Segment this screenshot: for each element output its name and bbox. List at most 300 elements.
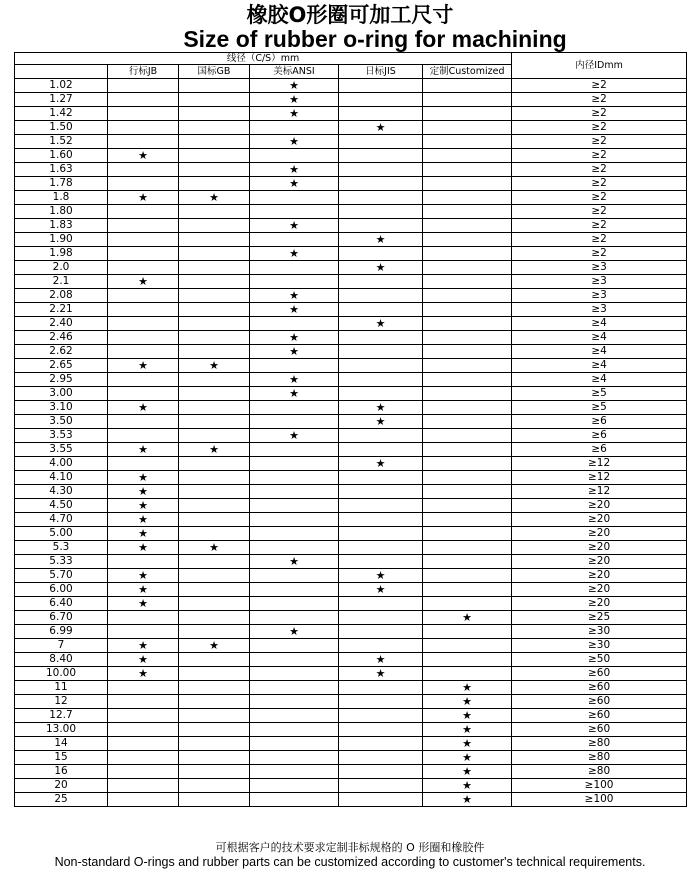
empty-cell-ansi [250,667,339,681]
table-row [15,723,687,737]
cs-size-cell: 4.00 [15,457,108,471]
empty-cell-customized [423,499,512,513]
empty-cell-jis [339,765,423,779]
cs-size-cell: 14 [15,737,108,751]
empty-cell-gb [179,597,250,611]
empty-cell-jis [339,611,423,625]
cs-size-cell: 6.00 [15,583,108,597]
empty-cell-customized [423,107,512,121]
empty-cell-jis [339,205,423,219]
empty-cell-jis [339,331,423,345]
empty-cell-jis [339,163,423,177]
table-row [15,541,687,555]
cs-size-cell: 3.50 [15,415,108,429]
inner-diameter-cell: ≥60 [512,695,687,709]
empty-cell-customized [423,79,512,93]
star-icon-gb: ★ [179,443,250,457]
empty-cell-customized [423,401,512,415]
cs-size-cell: 2.46 [15,331,108,345]
empty-cell-customized [423,345,512,359]
empty-cell-jis [339,751,423,765]
table-row [15,513,687,527]
empty-cell-ansi [250,737,339,751]
empty-cell-customized [423,219,512,233]
empty-cell-gb [179,345,250,359]
empty-cell-gb [179,261,250,275]
cs-size-cell: 4.10 [15,471,108,485]
empty-cell-jb [108,625,179,639]
table-row [15,191,687,205]
cs-size-cell: 10.00 [15,667,108,681]
inner-diameter-cell: ≥100 [512,779,687,793]
table-row [15,751,687,765]
empty-cell-customized [423,555,512,569]
cs-size-cell: 3.55 [15,443,108,457]
star-icon-jis: ★ [339,317,423,331]
empty-cell-ansi [250,583,339,597]
empty-cell-jb [108,331,179,345]
star-icon-customized: ★ [423,737,512,751]
cs-size-cell: 3.00 [15,387,108,401]
empty-cell-jis [339,177,423,191]
star-icon-ansi: ★ [250,303,339,317]
empty-cell-jis [339,149,423,163]
star-icon-ansi: ★ [250,163,339,177]
star-icon-jb: ★ [108,597,179,611]
empty-cell-customized [423,667,512,681]
cs-size-cell: 1.50 [15,121,108,135]
table-row [15,289,687,303]
title-chinese: 橡胶O形圈可加工尺寸 [246,3,454,27]
empty-cell-gb [179,681,250,695]
empty-cell-jb [108,387,179,401]
empty-cell-jis [339,723,423,737]
empty-cell-gb [179,93,250,107]
empty-cell-jis [339,135,423,149]
inner-diameter-cell: ≥20 [512,527,687,541]
star-icon-jis: ★ [339,401,423,415]
empty-cell-jis [339,527,423,541]
table-row [15,107,687,121]
star-icon-ansi: ★ [250,219,339,233]
inner-diameter-cell: ≥2 [512,135,687,149]
empty-cell-ansi [250,513,339,527]
star-icon-ansi: ★ [250,107,339,121]
empty-cell-ansi [250,597,339,611]
inner-diameter-cell: ≥80 [512,751,687,765]
inner-diameter-cell: ≥20 [512,583,687,597]
cs-size-cell: 2.40 [15,317,108,331]
star-icon-ansi: ★ [250,387,339,401]
cs-size-cell: 5.70 [15,569,108,583]
inner-diameter-cell: ≥6 [512,415,687,429]
empty-cell-gb [179,653,250,667]
empty-cell-jb [108,429,179,443]
inner-diameter-cell: ≥20 [512,597,687,611]
empty-cell-gb [179,121,250,135]
star-icon-jb: ★ [108,499,179,513]
inner-diameter-cell: ≥4 [512,373,687,387]
empty-cell-gb [179,233,250,247]
cs-size-cell: 1.90 [15,233,108,247]
empty-cell-customized [423,597,512,611]
empty-cell-ansi [250,569,339,583]
star-icon-customized: ★ [423,793,512,807]
star-icon-ansi: ★ [250,373,339,387]
table-row [15,569,687,583]
empty-cell-ansi [250,457,339,471]
empty-cell-ansi [250,233,339,247]
empty-cell-customized [423,639,512,653]
empty-cell-gb [179,107,250,121]
inner-diameter-cell: ≥12 [512,485,687,499]
empty-cell-gb [179,737,250,751]
star-icon-jb: ★ [108,191,179,205]
empty-cell-jis [339,191,423,205]
star-icon-jb: ★ [108,527,179,541]
cs-size-cell: 4.30 [15,485,108,499]
table-row [15,443,687,457]
star-icon-gb: ★ [179,639,250,653]
star-icon-jis: ★ [339,569,423,583]
empty-cell-jb [108,289,179,303]
empty-cell-jb [108,107,179,121]
inner-diameter-cell: ≥60 [512,681,687,695]
empty-cell-jb [108,737,179,751]
empty-cell-customized [423,653,512,667]
cs-size-cell: 1.78 [15,177,108,191]
cs-size-cell: 2.08 [15,289,108,303]
star-icon-ansi: ★ [250,625,339,639]
empty-cell-ansi [250,443,339,457]
empty-cell-jis [339,359,423,373]
inner-diameter-cell: ≥2 [512,107,687,121]
star-icon-ansi: ★ [250,331,339,345]
inner-diameter-cell: ≥60 [512,667,687,681]
star-icon-ansi: ★ [250,289,339,303]
inner-diameter-cell: ≥2 [512,79,687,93]
empty-cell-customized [423,527,512,541]
inner-diameter-cell: ≥60 [512,723,687,737]
empty-cell-customized [423,149,512,163]
empty-cell-jis [339,737,423,751]
header-gb: 国标GB [179,65,250,79]
inner-diameter-cell: ≥20 [512,541,687,555]
table-row [15,499,687,513]
empty-cell-jb [108,779,179,793]
empty-cell-jb [108,373,179,387]
table-row [15,709,687,723]
inner-diameter-cell: ≥4 [512,317,687,331]
table-row [15,485,687,499]
star-icon-gb: ★ [179,541,250,555]
cs-size-cell: 13.00 [15,723,108,737]
empty-cell-jb [108,611,179,625]
cs-size-cell: 5.33 [15,555,108,569]
empty-cell-gb [179,79,250,93]
inner-diameter-cell: ≥12 [512,471,687,485]
empty-cell-jis [339,793,423,807]
empty-cell-jb [108,793,179,807]
star-icon-customized: ★ [423,681,512,695]
inner-diameter-cell: ≥4 [512,331,687,345]
empty-cell-customized [423,135,512,149]
empty-cell-jb [108,247,179,261]
empty-cell-gb [179,401,250,415]
empty-cell-jis [339,499,423,513]
empty-cell-jb [108,121,179,135]
empty-cell-jb [108,135,179,149]
empty-cell-ansi [250,415,339,429]
table-row [15,653,687,667]
inner-diameter-cell: ≥20 [512,555,687,569]
inner-diameter-cell: ≥2 [512,205,687,219]
empty-cell-gb [179,793,250,807]
cs-size-cell: 1.8 [15,191,108,205]
empty-cell-ansi [250,317,339,331]
empty-cell-ansi [250,261,339,275]
footer-note-english: Non-standard O-rings and rubber parts can be customized according to customer's technical requirements. [54,855,646,869]
star-icon-customized: ★ [423,765,512,779]
star-icon-jb: ★ [108,359,179,373]
table-row [15,359,687,373]
cs-size-cell: 12.7 [15,709,108,723]
star-icon-jb: ★ [108,541,179,555]
table-row [15,471,687,485]
empty-cell-customized [423,317,512,331]
empty-cell-ansi [250,471,339,485]
empty-cell-customized [423,373,512,387]
empty-cell-gb [179,751,250,765]
inner-diameter-cell: ≥12 [512,457,687,471]
cs-size-cell: 11 [15,681,108,695]
empty-cell-customized [423,331,512,345]
star-icon-ansi: ★ [250,429,339,443]
inner-diameter-cell: ≥2 [512,247,687,261]
empty-cell-jb [108,317,179,331]
empty-cell-gb [179,247,250,261]
empty-cell-ansi [250,765,339,779]
empty-cell-customized [423,205,512,219]
empty-cell-customized [423,247,512,261]
star-icon-customized: ★ [423,723,512,737]
empty-cell-gb [179,205,250,219]
oring-size-table [14,52,687,807]
table-row [15,457,687,471]
cs-size-cell: 12 [15,695,108,709]
empty-cell-gb [179,303,250,317]
empty-cell-jb [108,415,179,429]
inner-diameter-cell: ≥20 [512,513,687,527]
empty-cell-customized [423,275,512,289]
table-row [15,317,687,331]
cs-group-header: 线径（C/S）mm [15,53,512,65]
empty-cell-jis [339,555,423,569]
star-icon-jb: ★ [108,443,179,457]
empty-cell-ansi [250,275,339,289]
inner-diameter-cell: ≥2 [512,191,687,205]
table-row [15,401,687,415]
inner-diameter-cell: ≥6 [512,429,687,443]
empty-cell-jis [339,513,423,527]
empty-cell-jis [339,107,423,121]
empty-cell-jb [108,695,179,709]
empty-cell-jis [339,681,423,695]
empty-cell-jb [108,681,179,695]
inner-diameter-cell: ≥2 [512,149,687,163]
empty-cell-customized [423,233,512,247]
empty-cell-ansi [250,541,339,555]
empty-cell-gb [179,695,250,709]
empty-cell-gb [179,275,250,289]
table-row [15,387,687,401]
header-jis: 日标JIS [339,65,423,79]
empty-cell-customized [423,513,512,527]
empty-cell-gb [179,667,250,681]
empty-cell-jb [108,723,179,737]
table-row [15,79,687,93]
empty-cell-gb [179,611,250,625]
star-icon-jis: ★ [339,583,423,597]
footer-note-chinese: 可根据客户的技术要求定制非标规格的 O 形圈和橡胶件 [215,841,485,854]
empty-cell-ansi [250,639,339,653]
cs-size-cell: 6.99 [15,625,108,639]
table-row [15,149,687,163]
header-row-group [15,53,687,65]
empty-cell-jb [108,219,179,233]
table-row [15,583,687,597]
table-row [15,779,687,793]
empty-cell-jis [339,779,423,793]
star-icon-jb: ★ [108,639,179,653]
empty-cell-jb [108,177,179,191]
table-row [15,135,687,149]
table-row [15,597,687,611]
empty-cell-jb [108,345,179,359]
empty-cell-gb [179,765,250,779]
star-icon-jb: ★ [108,513,179,527]
empty-cell-customized [423,415,512,429]
empty-cell-customized [423,359,512,373]
empty-cell-ansi [250,359,339,373]
table-row [15,373,687,387]
empty-cell-customized [423,583,512,597]
empty-cell-customized [423,443,512,457]
cs-size-cell: 1.52 [15,135,108,149]
empty-cell-customized [423,471,512,485]
empty-cell-jis [339,387,423,401]
cs-size-cell: 8.40 [15,653,108,667]
table-row [15,415,687,429]
table-row [15,695,687,709]
star-icon-ansi: ★ [250,247,339,261]
cs-size-cell: 15 [15,751,108,765]
empty-cell-jis [339,443,423,457]
inner-diameter-cell: ≥80 [512,765,687,779]
table-row [15,275,687,289]
empty-cell-jis [339,219,423,233]
star-icon-jis: ★ [339,457,423,471]
empty-cell-ansi [250,681,339,695]
empty-cell-ansi [250,401,339,415]
table-row [15,93,687,107]
empty-cell-customized [423,177,512,191]
inner-diameter-cell: ≥4 [512,345,687,359]
cs-size-cell: 3.10 [15,401,108,415]
inner-diameter-cell: ≥30 [512,625,687,639]
cs-size-cell: 16 [15,765,108,779]
empty-cell-gb [179,219,250,233]
cs-size-cell: 2.1 [15,275,108,289]
empty-cell-jis [339,373,423,387]
empty-cell-gb [179,569,250,583]
empty-cell-ansi [250,611,339,625]
empty-cell-jb [108,163,179,177]
table-row [15,611,687,625]
cs-size-cell: 1.98 [15,247,108,261]
inner-diameter-cell: ≥6 [512,443,687,457]
table-row [15,331,687,345]
cs-size-cell: 2.95 [15,373,108,387]
empty-cell-gb [179,625,250,639]
empty-cell-ansi [250,653,339,667]
empty-cell-gb [179,485,250,499]
table-row [15,667,687,681]
inner-diameter-cell: ≥5 [512,387,687,401]
empty-cell-customized [423,541,512,555]
inner-diameter-cell: ≥3 [512,303,687,317]
cs-size-cell: 1.42 [15,107,108,121]
star-icon-jis: ★ [339,667,423,681]
empty-cell-customized [423,303,512,317]
empty-cell-jis [339,485,423,499]
inner-diameter-cell: ≥2 [512,233,687,247]
inner-diameter-cell: ≥30 [512,639,687,653]
empty-cell-customized [423,457,512,471]
star-icon-jb: ★ [108,149,179,163]
empty-cell-jb [108,555,179,569]
table-row [15,555,687,569]
star-icon-jb: ★ [108,485,179,499]
star-icon-jb: ★ [108,653,179,667]
table-row [15,303,687,317]
star-icon-jb: ★ [108,471,179,485]
cs-size-cell: 1.60 [15,149,108,163]
size-header-blank [15,65,108,79]
inner-diameter-cell: ≥80 [512,737,687,751]
star-icon-jis: ★ [339,261,423,275]
cs-size-cell: 4.50 [15,499,108,513]
cs-size-cell: 2.65 [15,359,108,373]
cs-size-cell: 2.62 [15,345,108,359]
star-icon-jb: ★ [108,569,179,583]
inner-diameter-cell: ≥20 [512,569,687,583]
empty-cell-ansi [250,709,339,723]
empty-cell-customized [423,387,512,401]
empty-cell-ansi [250,191,339,205]
empty-cell-jis [339,93,423,107]
empty-cell-customized [423,261,512,275]
star-icon-jis: ★ [339,233,423,247]
empty-cell-gb [179,177,250,191]
empty-cell-customized [423,625,512,639]
inner-diameter-cell: ≥2 [512,93,687,107]
star-icon-customized: ★ [423,709,512,723]
star-icon-gb: ★ [179,191,250,205]
empty-cell-ansi [250,485,339,499]
empty-cell-gb [179,499,250,513]
star-icon-ansi: ★ [250,79,339,93]
